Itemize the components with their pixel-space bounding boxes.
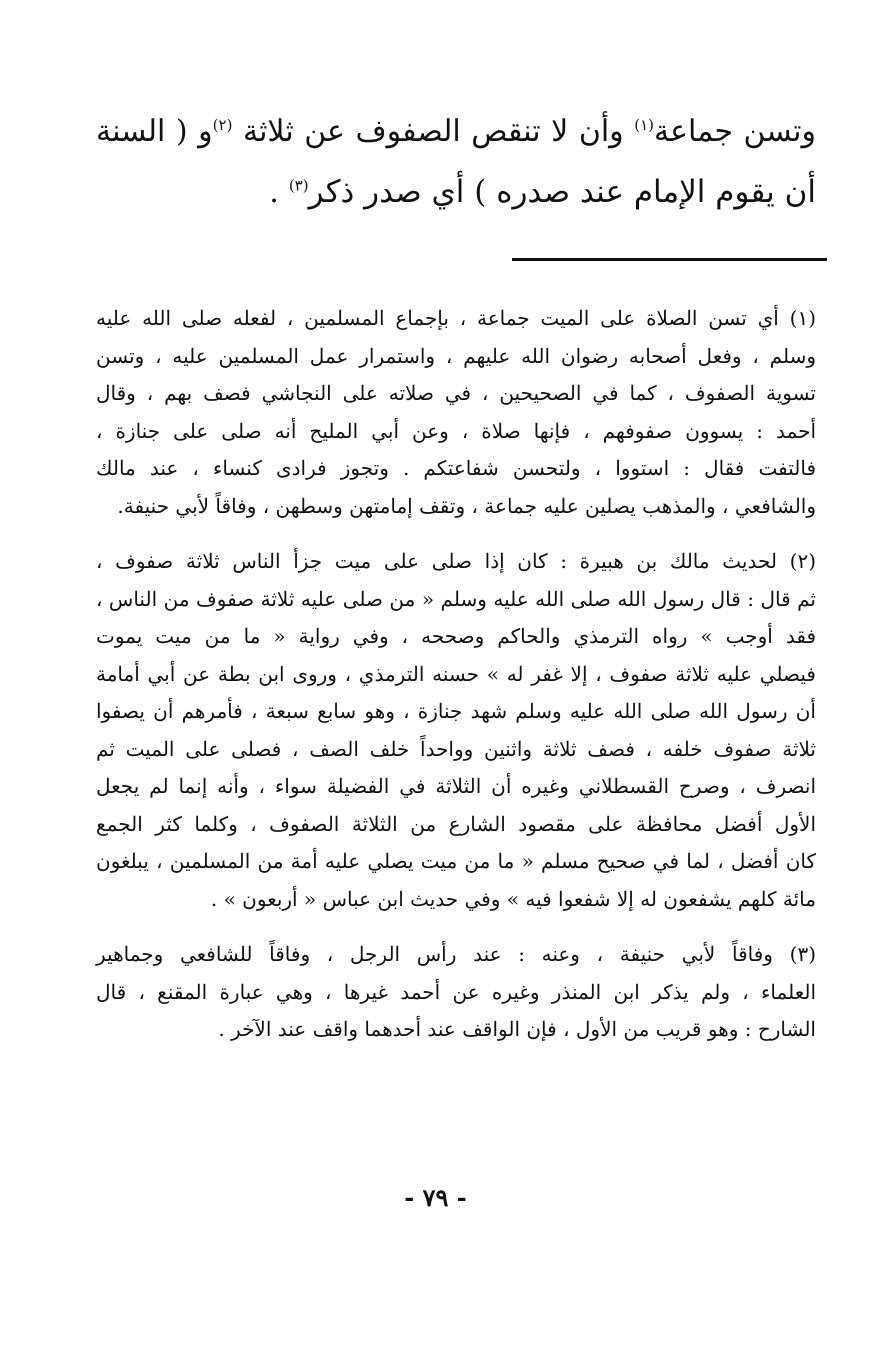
footnotes: [96, 300, 816, 1067]
footnote-line: كان أفضل ، لما في صحيح مسلم « ما من ميت يصلي عليه أمة من المسلمين ، يبلغون: [96, 849, 816, 873]
footnote-1: [96, 300, 816, 525]
footnote-line: (٣) وفاقاً لأبي حنيفة ، وعنه : عند رأس الرجل ، وفاقاً للشافعي وجماهير: [96, 942, 816, 966]
footnote-line: تسوية الصفوف ، كما في الصحيحين ، في صلاته على النجاشي فصف بهم ، وقال: [96, 381, 816, 405]
main-text: [96, 102, 816, 222]
footnote-line: العلماء ، ولم يذكر ابن المنذر وغيره عن أحمد غيرها ، وهي عبارة المقنع ، قال: [96, 979, 816, 1004]
main-text-segment: وتسن جماعة: [654, 114, 816, 149]
footnote-line: مائة كلهم يشفعون له إلا شفعوا فيه » وفي حديث ابن عباس « أربعون » .: [210, 886, 816, 911]
main-text-segment: .: [269, 174, 289, 210]
footnote-line: (١) أي تسن الصلاة على الميت جماعة ، بإجماع المسلمين ، لفعله صلى الله عليه: [96, 306, 816, 330]
footnote-line: وسلم ، وفعل أصحابه رضوان الله عليهم ، واستمرار عمل المسلمين عليه ، وتسن: [96, 343, 816, 368]
footnote-ref: (١): [634, 116, 654, 134]
footnote-line: أن رسول الله صلى الله عليه وسلم شهد جنازة ، وهو سابع سبعة ، فأمرهم أن يصفوا: [96, 699, 816, 723]
main-text-segment: و ( السنة: [96, 114, 213, 149]
footnote-line: الشارح : وهو قريب من الأول ، فإن الواقف عند أحدهما واقف عند الآخر .: [218, 1017, 816, 1041]
footnote-ref: (٢): [212, 116, 233, 134]
footnote-2: [96, 543, 816, 918]
main-text-line: [96, 162, 816, 222]
page-number: - ٧٩ -: [404, 1183, 467, 1212]
footnote-line: ثلاثة صفوف خلفه ، فصف ثلاثة واثنين وواحداً خلف الصف ، فصلى على الميت ثم: [96, 736, 816, 761]
footnote-line: فقد أوجب » رواه الترمذي والحاكم وصححه ، وفي رواية « ما من ميت يموت: [96, 624, 816, 648]
footnote-ref: (٣): [288, 176, 309, 195]
main-text-line: [96, 102, 816, 162]
footnote-3: [96, 936, 816, 1049]
main-text-segment: وأن لا تنقص الصفوف عن ثلاثة: [232, 114, 635, 149]
footnote-line: والشافعي ، والمذهب يصلين عليه جماعة ، وتقف إمامتهن وسطهن ، وفاقاً لأبي حنيفة.: [117, 493, 816, 518]
main-text-segment: أن يقوم الإمام عند صدره ) أي صدر ذكر: [308, 174, 816, 210]
footnote-line: فالتفت فقال : استووا ، ولتحسن شفاعتكم . وتجوز فرادى كنساء ، عند مالك: [96, 456, 816, 480]
footnote-line: (٢) لحديث مالك بن هبيرة : كان إذا صلى على ميت جزأ الناس ثلاثة صفوف ،: [96, 549, 816, 573]
footnote-line: الأول أفضل محافظة على مقصود الشارع من الثلاثة الصفوف ، وكلما كثر الجمع: [96, 811, 816, 836]
footnote-line: فيصلي عليه ثلاثة صفوف ، إلا غفر له » حسنه الترمذي ، وروى ابن بطة عن أبي أمامة: [96, 661, 816, 686]
footnote-line: ثم قال : قال رسول الله صلى الله عليه وسلم « من صلى عليه ثلاثة صفوف من الناس ،: [96, 586, 816, 611]
footnote-line: أحمد : يسوون صفوفهم ، فإنها صلاة ، وعن أبي المليح أنه صلى على جنازة ،: [96, 418, 816, 443]
footnote-divider: [512, 258, 827, 261]
footnote-line: انصرف ، وصرح القسطلاني وغيره أن الثلاثة في الفضيلة سواء ، وأنه إنما لم يجعل: [96, 774, 816, 798]
